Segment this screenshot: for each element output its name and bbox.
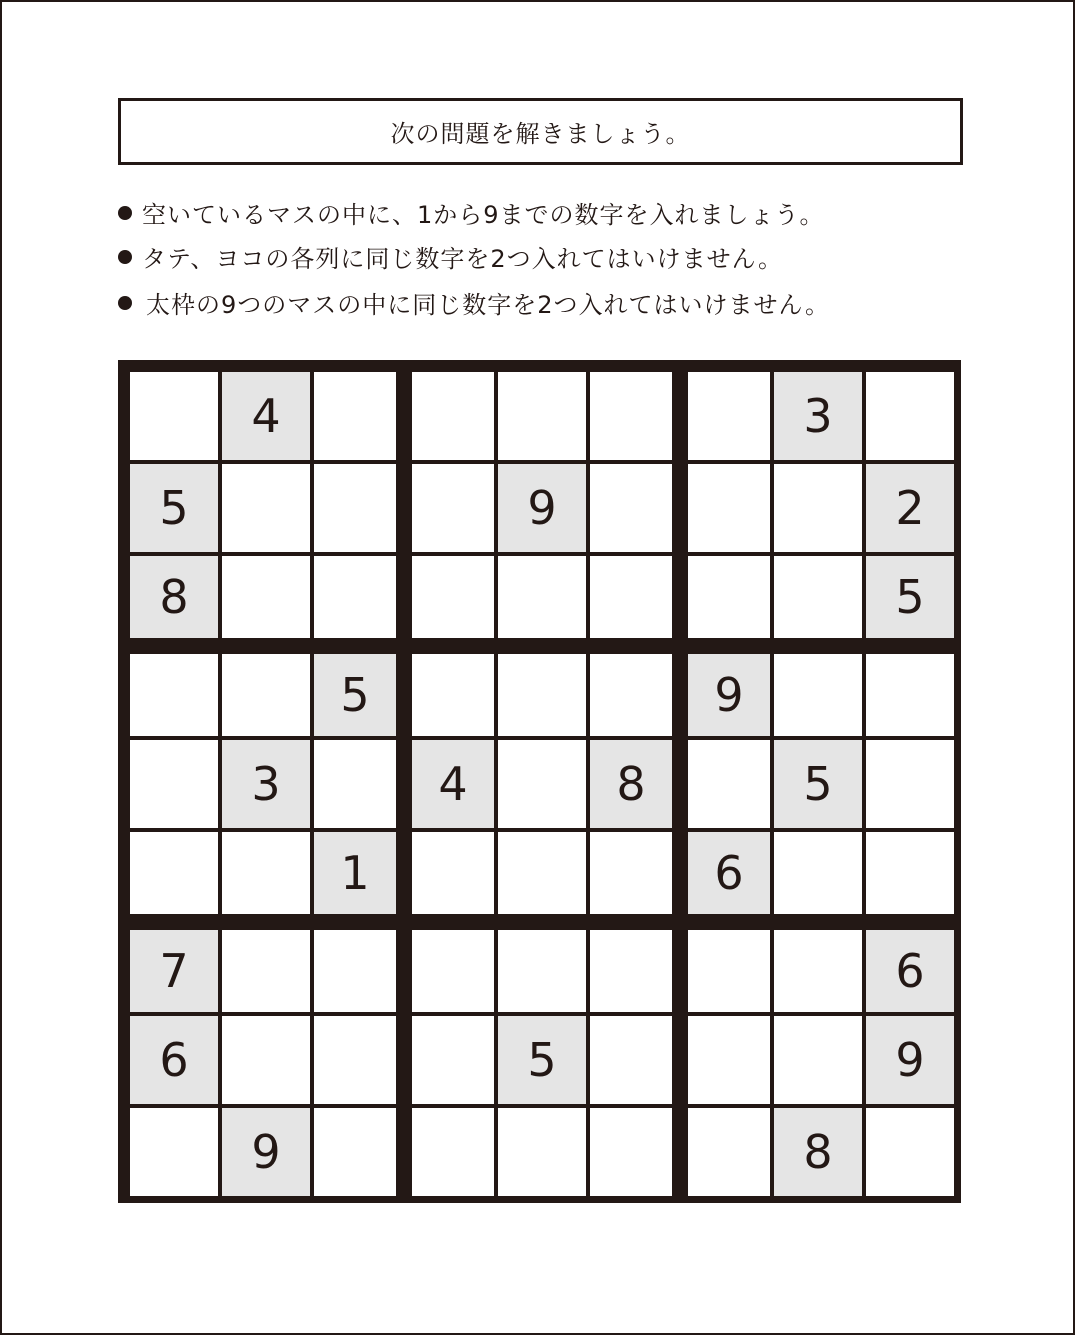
sudoku-empty-cell[interactable]	[222, 930, 310, 1012]
instruction-title	[118, 98, 963, 165]
sudoku-empty-cell[interactable]	[314, 740, 396, 828]
sudoku-empty-cell[interactable]	[498, 930, 586, 1012]
sudoku-empty-cell[interactable]	[866, 372, 954, 460]
sudoku-given-cell: 5	[314, 654, 396, 736]
sudoku-given-cell: 9	[866, 1016, 954, 1104]
rule-item	[118, 195, 825, 230]
rule-text: 太枠の9つのマスの中に同じ数字を2つ入れてはいけません。	[146, 291, 830, 319]
sudoku-given-cell: 7	[130, 930, 218, 1012]
sudoku-given-cell: 3	[222, 740, 310, 828]
sudoku-empty-cell[interactable]	[774, 464, 862, 552]
sudoku-empty-cell[interactable]	[222, 464, 310, 552]
sudoku-empty-cell[interactable]	[688, 464, 770, 552]
sudoku-empty-cell[interactable]	[774, 556, 862, 638]
sudoku-empty-cell[interactable]	[412, 930, 494, 1012]
sudoku-given-cell: 6	[688, 832, 770, 914]
sudoku-given-cell: 3	[774, 372, 862, 460]
sudoku-empty-cell[interactable]	[130, 372, 218, 460]
sudoku-empty-cell[interactable]	[314, 930, 396, 1012]
sudoku-given-cell: 9	[498, 464, 586, 552]
sudoku-board	[118, 360, 961, 1203]
rule-text: 空いているマスの中に、1から9までの数字を入れましょう。	[142, 201, 825, 229]
sudoku-empty-cell[interactable]	[688, 372, 770, 460]
sudoku-empty-cell[interactable]	[222, 654, 310, 736]
sudoku-empty-cell[interactable]	[688, 556, 770, 638]
rule-item	[118, 239, 783, 274]
sudoku-given-cell: 5	[498, 1016, 586, 1104]
sudoku-given-cell: 8	[130, 556, 218, 638]
sudoku-empty-cell[interactable]	[314, 556, 396, 638]
instruction-title-text: 次の問題を解きましょう。	[390, 120, 691, 148]
sudoku-empty-cell[interactable]	[412, 832, 494, 914]
rule-text: タテ、ヨコの各列に同じ数字を2つ入れてはいけません。	[142, 245, 784, 273]
sudoku-given-cell: 5	[866, 556, 954, 638]
sudoku-given-cell: 4	[222, 372, 310, 460]
sudoku-empty-cell[interactable]	[590, 464, 672, 552]
sudoku-empty-cell[interactable]	[412, 372, 494, 460]
sudoku-empty-cell[interactable]	[314, 464, 396, 552]
sudoku-empty-cell[interactable]	[866, 1108, 954, 1196]
sudoku-given-cell: 1	[314, 832, 396, 914]
bullet-icon	[118, 206, 132, 220]
sudoku-empty-cell[interactable]	[866, 740, 954, 828]
sudoku-given-cell: 4	[412, 740, 494, 828]
sudoku-empty-cell[interactable]	[130, 832, 218, 914]
sudoku-empty-cell[interactable]	[498, 654, 586, 736]
sudoku-empty-cell[interactable]	[774, 654, 862, 736]
rule-item	[118, 285, 830, 320]
bullet-icon	[118, 250, 132, 264]
sudoku-empty-cell[interactable]	[498, 1108, 586, 1196]
sudoku-empty-cell[interactable]	[774, 930, 862, 1012]
sudoku-given-cell: 6	[866, 930, 954, 1012]
sudoku-empty-cell[interactable]	[590, 1108, 672, 1196]
sudoku-empty-cell[interactable]	[590, 556, 672, 638]
bullet-icon	[118, 296, 132, 310]
sudoku-given-cell: 8	[590, 740, 672, 828]
sudoku-empty-cell[interactable]	[866, 654, 954, 736]
sudoku-empty-cell[interactable]	[412, 1016, 494, 1104]
sudoku-empty-cell[interactable]	[688, 1016, 770, 1104]
sudoku-empty-cell[interactable]	[774, 1016, 862, 1104]
sudoku-empty-cell[interactable]	[590, 654, 672, 736]
sudoku-given-cell: 5	[130, 464, 218, 552]
sudoku-empty-cell[interactable]	[412, 1108, 494, 1196]
sudoku-empty-cell[interactable]	[688, 740, 770, 828]
sudoku-given-cell: 9	[222, 1108, 310, 1196]
sudoku-given-cell: 5	[774, 740, 862, 828]
sudoku-given-cell: 9	[688, 654, 770, 736]
sudoku-empty-cell[interactable]	[222, 1016, 310, 1104]
sudoku-empty-cell[interactable]	[314, 1108, 396, 1196]
sudoku-empty-cell[interactable]	[590, 832, 672, 914]
sudoku-empty-cell[interactable]	[130, 740, 218, 828]
sudoku-empty-cell[interactable]	[130, 654, 218, 736]
sudoku-empty-cell[interactable]	[498, 372, 586, 460]
sudoku-empty-cell[interactable]	[314, 372, 396, 460]
sudoku-empty-cell[interactable]	[590, 1016, 672, 1104]
sudoku-empty-cell[interactable]	[222, 832, 310, 914]
sudoku-empty-cell[interactable]	[688, 930, 770, 1012]
sudoku-given-cell: 6	[130, 1016, 218, 1104]
sudoku-empty-cell[interactable]	[130, 1108, 218, 1196]
sudoku-given-cell: 2	[866, 464, 954, 552]
sudoku-empty-cell[interactable]	[590, 372, 672, 460]
sudoku-given-cell: 8	[774, 1108, 862, 1196]
sudoku-empty-cell[interactable]	[498, 740, 586, 828]
sudoku-empty-cell[interactable]	[866, 832, 954, 914]
sudoku-empty-cell[interactable]	[688, 1108, 770, 1196]
sudoku-empty-cell[interactable]	[412, 556, 494, 638]
sudoku-empty-cell[interactable]	[412, 464, 494, 552]
sudoku-empty-cell[interactable]	[412, 654, 494, 736]
sudoku-empty-cell[interactable]	[498, 832, 586, 914]
sudoku-empty-cell[interactable]	[498, 556, 586, 638]
sudoku-empty-cell[interactable]	[222, 556, 310, 638]
sudoku-empty-cell[interactable]	[314, 1016, 396, 1104]
sudoku-empty-cell[interactable]	[774, 832, 862, 914]
sudoku-empty-cell[interactable]	[590, 930, 672, 1012]
